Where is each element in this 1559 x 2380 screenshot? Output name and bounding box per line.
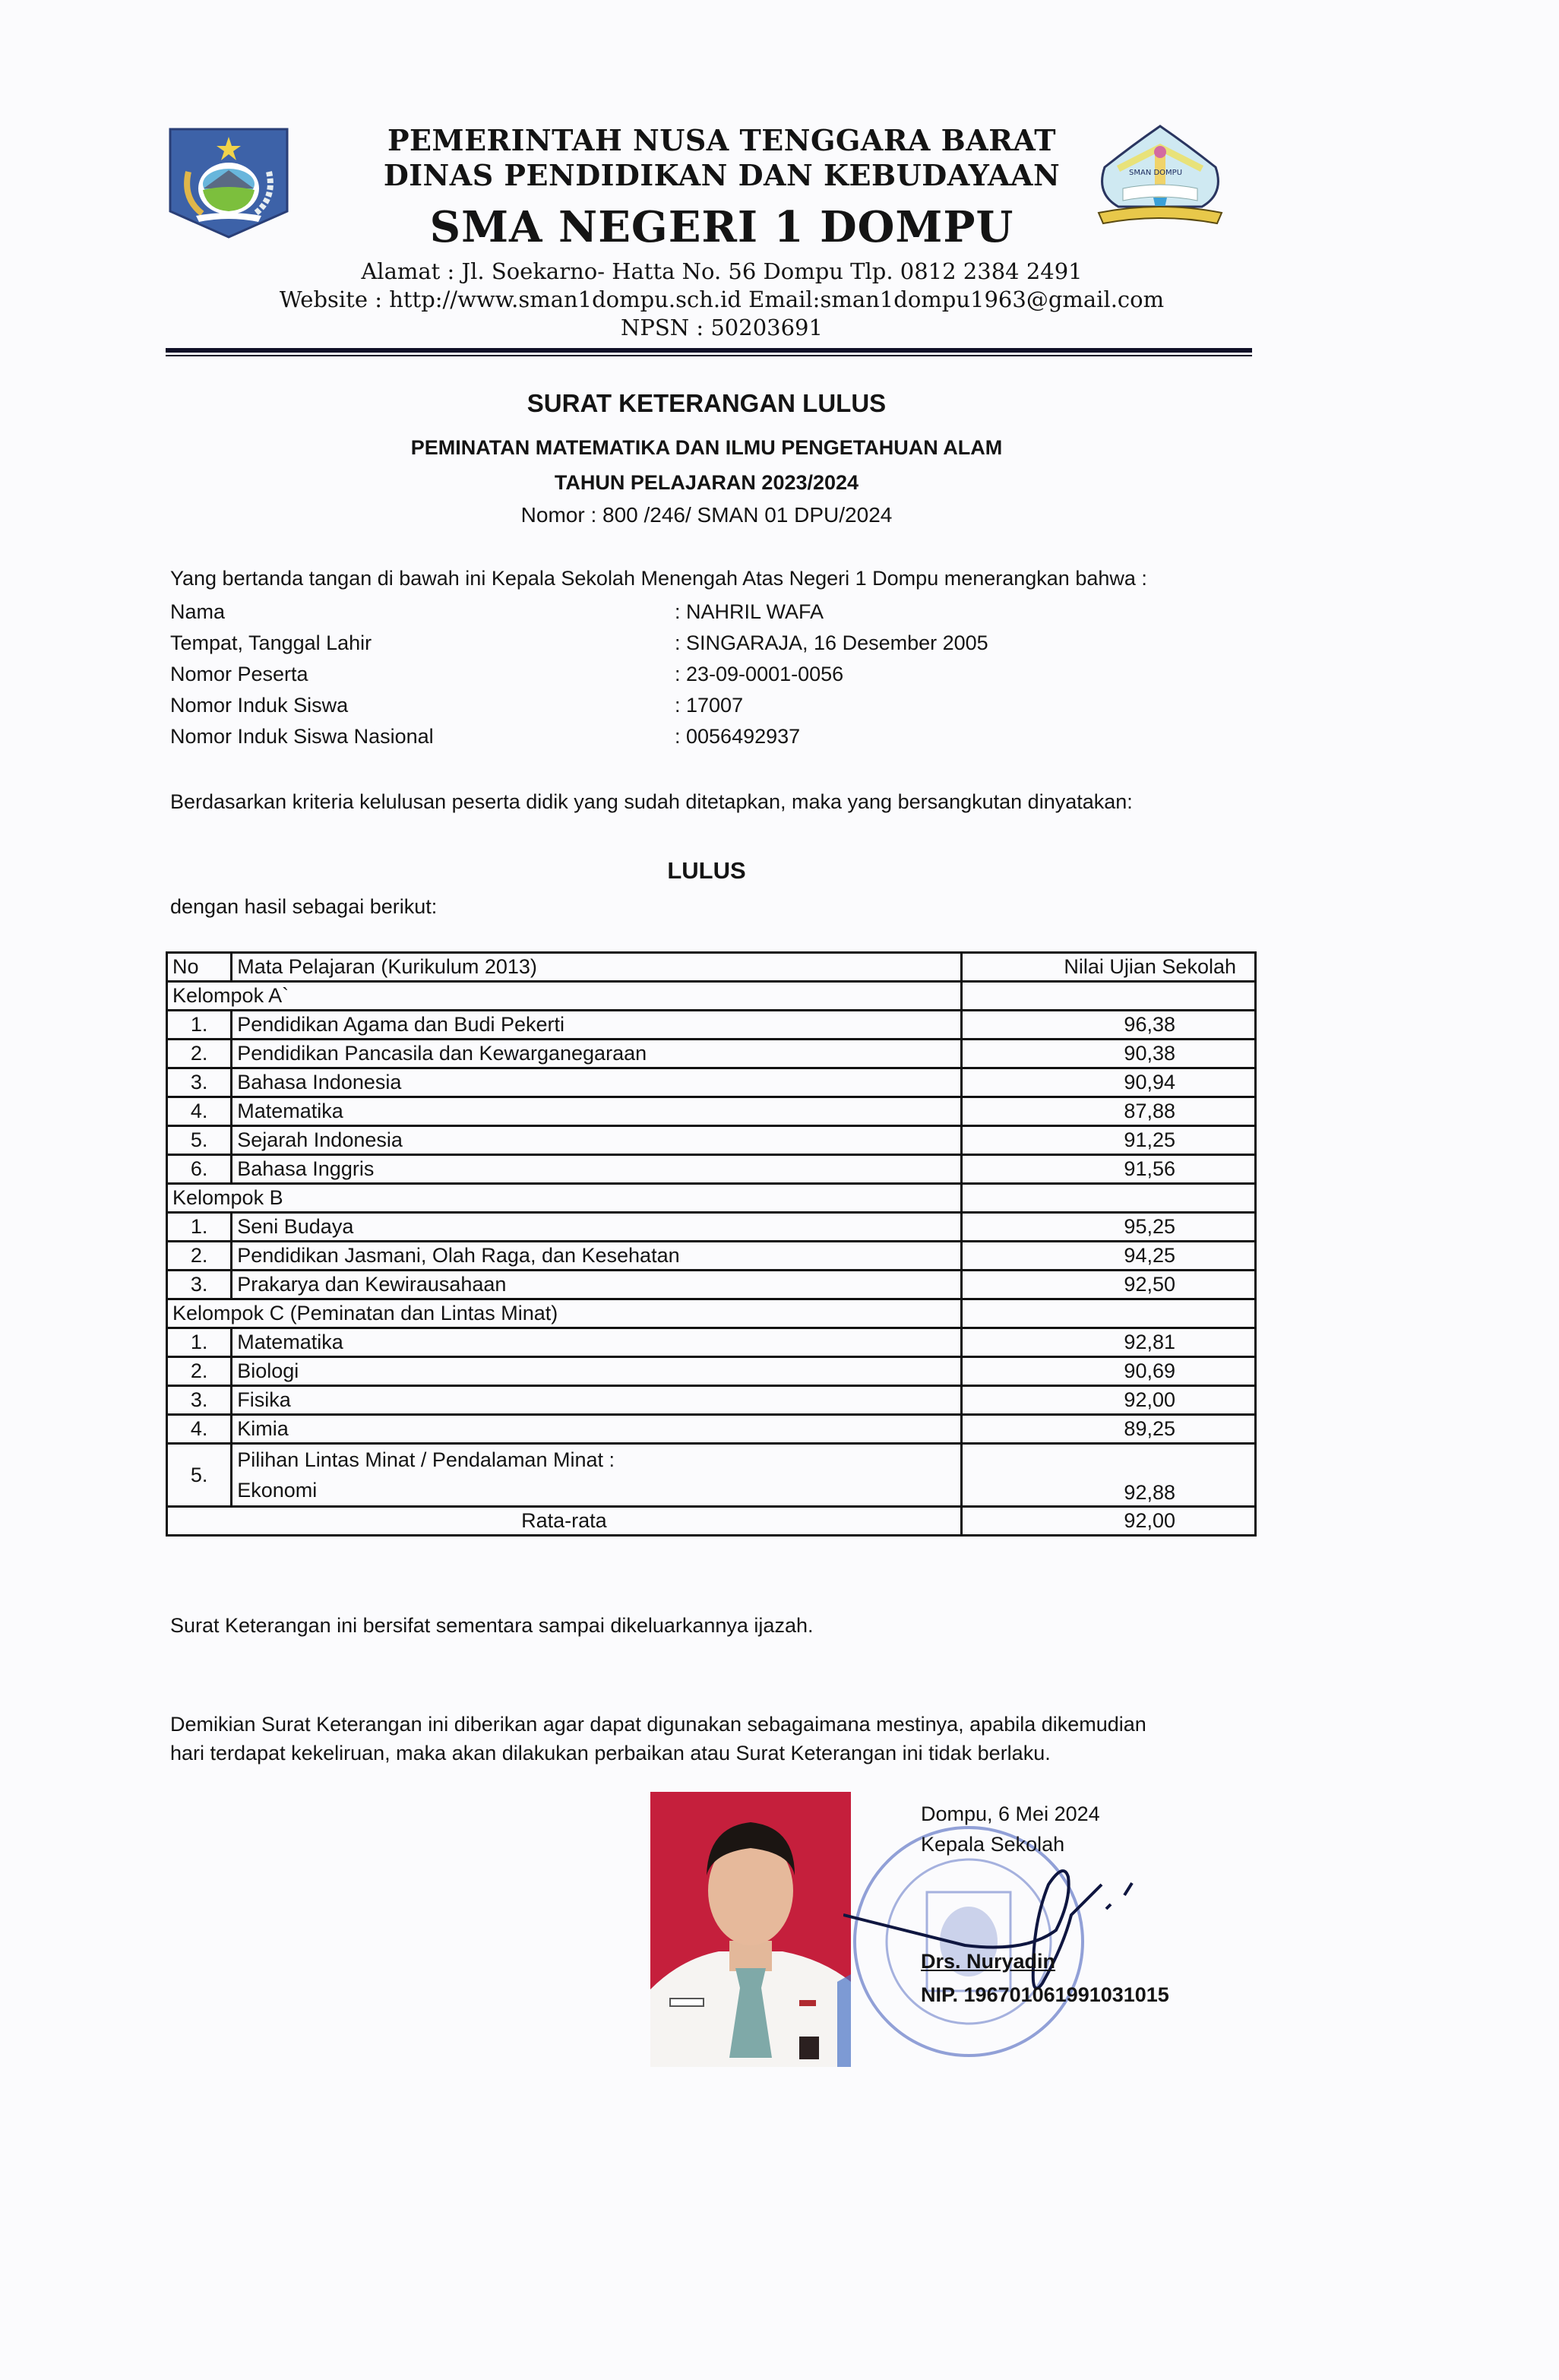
field-label: Tempat, Tanggal Lahir (170, 631, 372, 654)
row-score: 92,50 (961, 1271, 1255, 1299)
row-subject: Kimia (232, 1415, 962, 1444)
field-value: : 23-09-0001-0056 (675, 663, 844, 685)
field-label: Nomor Induk Siswa Nasional (170, 725, 434, 748)
average-row (167, 1507, 1256, 1536)
table-row (167, 1386, 1256, 1415)
student-field-nis (170, 694, 1234, 724)
temporary-note: Surat Keterangan ini bersifat sementara sampai dikeluarkannya ijazah. (170, 1614, 814, 1637)
row-score: 90,69 (961, 1357, 1255, 1386)
row-no: 2. (167, 1040, 232, 1068)
row-subject: Sejarah Indonesia (232, 1126, 962, 1155)
field-label: Nomor Induk Siswa (170, 694, 349, 717)
intro-text: Yang bertanda tangan di bawah ini Kepala Sekolah Menengah Atas Negeri 1 Dompu menerangkan bahwa : (170, 567, 1147, 590)
header-subject: Mata Pelajaran (Kurikulum 2013) (232, 953, 962, 982)
row-subject (232, 1444, 962, 1507)
row-subject: Fisika (232, 1386, 962, 1415)
table-row (167, 1097, 1256, 1126)
closing-line-2: hari terdapat kekeliruan, maka akan dilakukan perbaikan atau Surat Keterangan ini tidak berlaku. (170, 1742, 1051, 1764)
row-no: 1. (167, 1213, 232, 1242)
document-number: Nomor : 800 /246/ SMAN 01 DPU/2024 (520, 503, 893, 527)
student-field-birth (170, 631, 1234, 662)
row-no: 5. (167, 1444, 232, 1507)
student-photo (650, 1792, 851, 2067)
group-row (167, 1184, 1256, 1213)
row-subject: Pendidikan Pancasila dan Kewarganegaraan (232, 1040, 962, 1068)
row-score: 92,88 (961, 1444, 1255, 1507)
table-row (167, 1155, 1256, 1184)
group-label: Kelompok B (167, 1184, 962, 1213)
row-no: 1. (167, 1328, 232, 1357)
table-row (167, 1242, 1256, 1271)
school-emblem-text: SMAN DOMPU (1129, 169, 1183, 177)
letterhead-website-email: Website : http://www.sman1dompu.sch.id Email:sman1dompu1963@gmail.com (279, 286, 1165, 312)
row-no: 5. (167, 1126, 232, 1155)
student-field-name (170, 600, 1234, 631)
group-label: Kelompok C (Peminatan dan Lintas Minat) (167, 1299, 962, 1328)
row-no: 2. (167, 1357, 232, 1386)
school-emblem-icon (1088, 122, 1232, 236)
row-score: 94,25 (961, 1242, 1255, 1271)
row-subject: Seni Budaya (232, 1213, 962, 1242)
letterhead-government: PEMERINTAH NUSA TENGGARA BARAT (387, 123, 1057, 157)
row-score: 91,56 (961, 1155, 1255, 1184)
header-no: No (167, 953, 232, 982)
row-score: 89,25 (961, 1415, 1255, 1444)
row-score: 96,38 (961, 1011, 1255, 1040)
row-subject: Bahasa Indonesia (232, 1068, 962, 1097)
row-score: 92,81 (961, 1328, 1255, 1357)
table-row (167, 1271, 1256, 1299)
grades-table (166, 951, 1257, 1537)
field-value: : SINGARAJA, 16 Desember 2005 (675, 631, 988, 654)
document-title: SURAT KETERANGAN LULUS (527, 389, 887, 417)
program-title: PEMINATAN MATEMATIKA DAN ILMU PENGETAHUAN ALAM (410, 436, 1003, 459)
table-row (167, 1328, 1256, 1357)
field-value: : 0056492937 (675, 725, 801, 748)
row-no: 3. (167, 1068, 232, 1097)
letterhead-address: Alamat : Jl. Soekarno- Hatta No. 56 Dompu Tlp. 0812 2384 2491 (361, 258, 1083, 284)
row-subject: Prakarya dan Kewirausahaan (232, 1271, 962, 1299)
row-no: 4. (167, 1097, 232, 1126)
row-subject: Matematika (232, 1097, 962, 1126)
table-row (167, 1011, 1256, 1040)
row-subject: Bahasa Inggris (232, 1155, 962, 1184)
student-field-participant-number (170, 663, 1234, 693)
signature-place-date: Dompu, 6 Mei 2024 (921, 1802, 1100, 1825)
row-score: 92,00 (961, 1386, 1255, 1415)
row-no: 3. (167, 1386, 232, 1415)
row-score: 95,25 (961, 1213, 1255, 1242)
elective-label: Pilihan Lintas Minat / Pendalaman Minat : (237, 1448, 615, 1471)
table-row (167, 1213, 1256, 1242)
table-row (167, 1126, 1256, 1155)
table-row (167, 1357, 1256, 1386)
elective-subject: Ekonomi (237, 1479, 318, 1502)
row-score: 91,25 (961, 1126, 1255, 1155)
letterhead-department: DINAS PENDIDIKAN DAN KEBUDAYAAN (383, 158, 1061, 192)
row-no: 1. (167, 1011, 232, 1040)
signature-role: Kepala Sekolah (921, 1833, 1065, 1856)
group-row (167, 982, 1256, 1011)
field-value: : 17007 (675, 694, 744, 717)
closing-line-1: Demikian Surat Keterangan ini diberikan agar dapat digunakan sebagaimana mestinya, apabila dikemudian (170, 1713, 1146, 1736)
row-no: 2. (167, 1242, 232, 1271)
row-no: 3. (167, 1271, 232, 1299)
row-no: 6. (167, 1155, 232, 1184)
result-intro: dengan hasil sebagai berikut: (170, 895, 438, 918)
academic-year: TAHUN PELAJARAN 2023/2024 (554, 471, 859, 494)
signature-nip: NIP. 196701061991031015 (921, 1983, 1169, 2006)
average-score: 92,00 (961, 1507, 1255, 1536)
student-field-nisn (170, 725, 1234, 755)
table-row (167, 1040, 1256, 1068)
average-label: Rata-rata (167, 1507, 962, 1536)
field-label: Nama (170, 600, 226, 623)
row-subject: Pendidikan Jasmani, Olah Raga, dan Kesehatan (232, 1242, 962, 1271)
letterhead-divider-thick (166, 348, 1252, 353)
table-row (167, 1068, 1256, 1097)
group-label: Kelompok A` (167, 982, 962, 1011)
table-header-row (167, 953, 1256, 982)
result-status: LULUS (667, 857, 746, 884)
field-value: : NAHRIL WAFA (675, 600, 824, 623)
signature-name: Drs. Nuryadin (921, 1950, 1056, 1973)
group-row (167, 1299, 1256, 1328)
table-row (167, 1415, 1256, 1444)
header-score: Nilai Ujian Sekolah (961, 953, 1255, 982)
row-score: 90,38 (961, 1040, 1255, 1068)
criteria-text: Berdasarkan kriteria kelulusan peserta didik yang sudah ditetapkan, maka yang bersangkutan dinyatakan: (170, 790, 1133, 813)
row-no: 4. (167, 1415, 232, 1444)
row-subject: Pendidikan Agama dan Budi Pekerti (232, 1011, 962, 1040)
letterhead-school-name: SMA NEGERI 1 DOMPU (429, 202, 1014, 252)
table-row (167, 1444, 1256, 1507)
row-score: 87,88 (961, 1097, 1255, 1126)
row-score: 90,94 (961, 1068, 1255, 1097)
field-label: Nomor Peserta (170, 663, 308, 685)
letterhead-divider-thin (166, 355, 1252, 356)
row-subject: Biologi (232, 1357, 962, 1386)
row-subject: Matematika (232, 1328, 962, 1357)
letterhead-npsn: NPSN : 50203691 (621, 315, 823, 340)
